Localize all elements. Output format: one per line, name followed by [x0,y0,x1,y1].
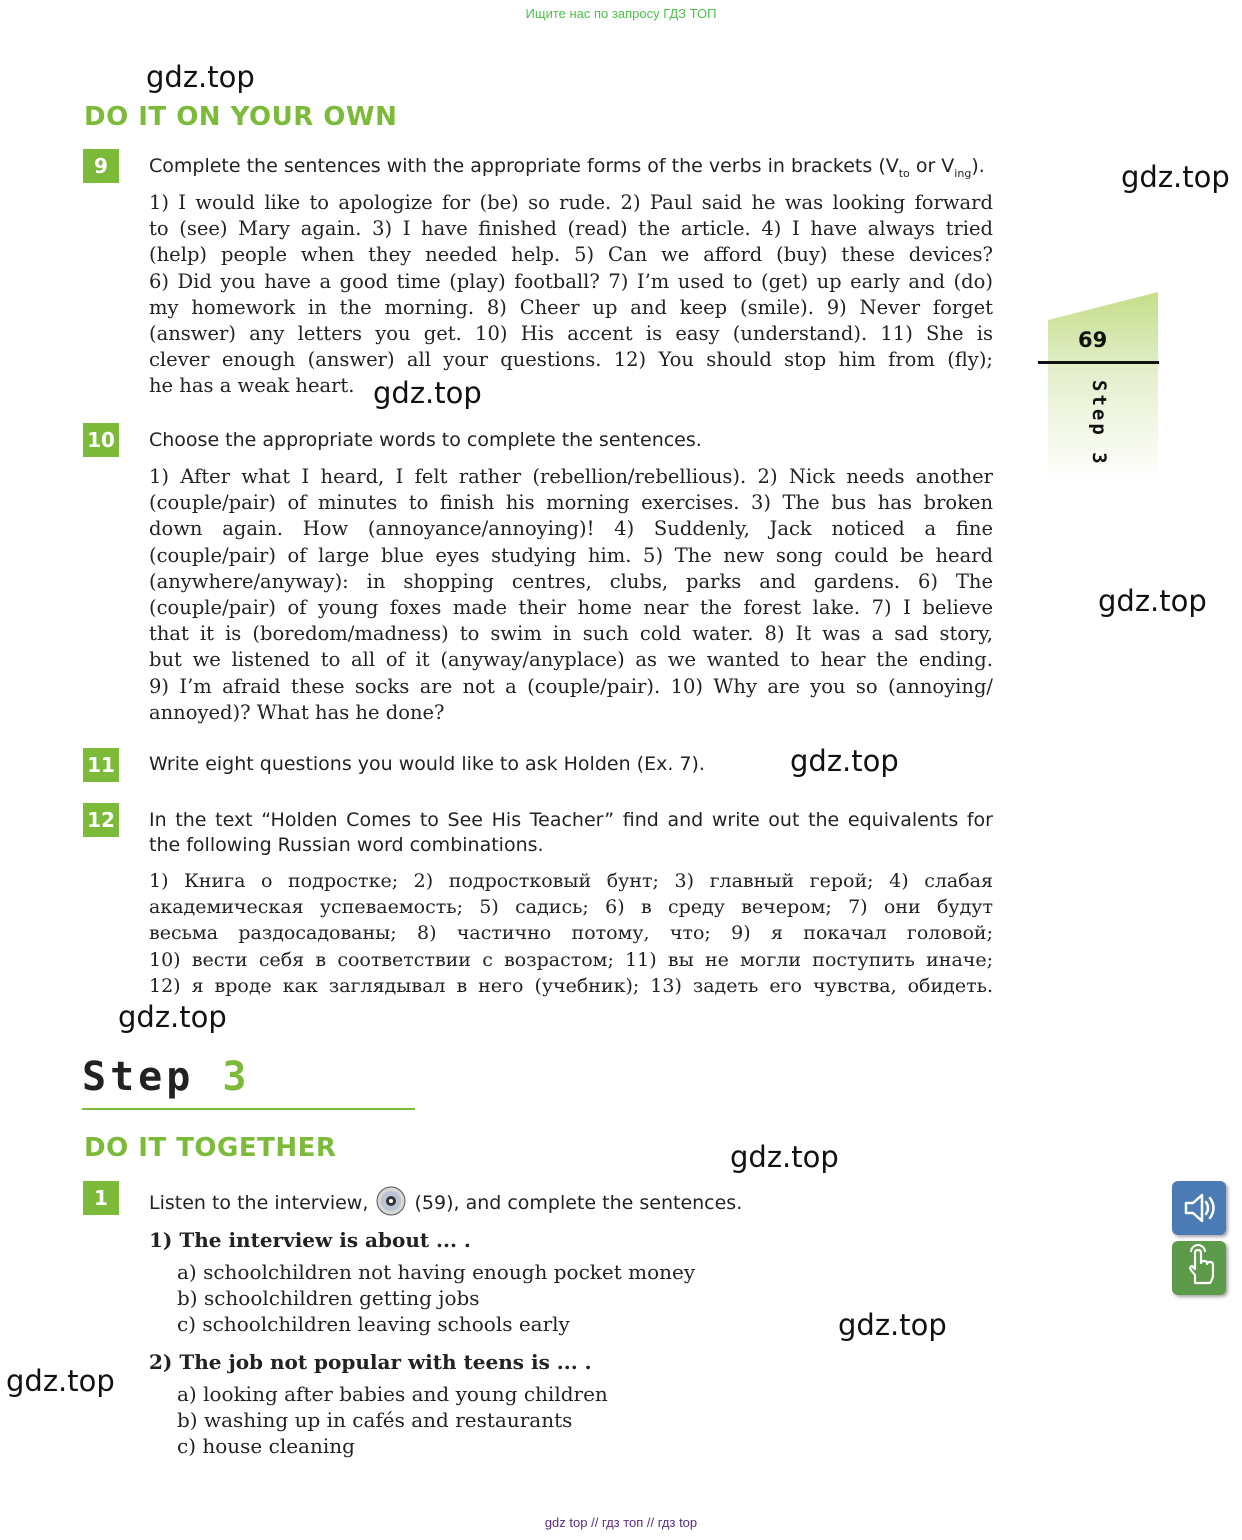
page-number: 69 [1078,328,1108,352]
footer-links: gdz top // гдз топ // гдз top [544,1515,698,1530]
answer-option: a) looking after babies and young children [177,1382,608,1406]
exercise-number: 11 [83,748,119,782]
answer-option: b) schoolchildren getting jobs [177,1286,480,1310]
section-title-own: DO IT ON YOUR OWN [84,102,398,132]
watermark: gdz.top [790,744,899,778]
step-underline [82,1108,415,1110]
exercise-text: 1) Книга о подростке; 2) подростковый бунт; 3) главный герой; 4) слабая академическая успеваемость; 5) садись; 6) в среду вечером; 7) они будут весьма раздосадованы; 8) частично потому, что; 9) я покачал головой; 10) вести себя в соответствии с возрастом; 11) вы не могли поступить иначе; 12) я вроде как заглядывал в него (учебник); 13) задеть его чувства, обидеть. [149,870,993,997]
section-title-together: DO IT TOGETHER [84,1133,337,1163]
cd-icon [376,1186,406,1216]
answer-option: c) schoolchildren leaving schools early [177,1312,570,1336]
exercise-number: 12 [83,803,119,837]
step-heading: Step 3 [82,1054,251,1100]
question: 2) The job not popular with teens is ... . [149,1350,592,1374]
speaker-icon [1172,1181,1226,1235]
watermark: gdz.top [1121,160,1230,194]
exercise-instruction: Write eight questions you would like to ask Holden (Ex. 7). [149,753,705,775]
exercise-number: 10 [83,423,119,457]
watermark: gdz.top [118,1000,227,1034]
answer-option: b) washing up in cafés and restaurants [177,1408,573,1432]
watermark: gdz.top [730,1140,839,1174]
watermark: gdz.top [6,1364,115,1398]
exercise-number: 1 [83,1181,119,1215]
watermark: gdz.top [373,376,482,410]
answer-options [177,1381,608,1459]
touch-button[interactable] [1172,1241,1226,1295]
answer-options [177,1259,695,1337]
watermark: gdz.top [1098,584,1207,618]
audio-button[interactable] [1172,1181,1226,1235]
watermark: gdz.top [146,60,255,94]
exercise-instruction: Choose the appropriate words to complete the sentences. [149,429,702,451]
exercise-instruction: Complete the sentences with the appropriate forms of the verbs in brackets ($V_{to}$ or $V_{ing}$). [149,155,985,180]
question: 1) The interview is about ... . [149,1228,471,1252]
page-tab [1038,292,1160,482]
top-search-note: Ищите нас по запросу ГДЗ ТОП [525,6,717,21]
exercise-text: 1) After what I heard, I felt rather (rebellion/rebellious). 2) Nick needs another (couple/pair) of minutes to finish his morning exercises. 3) The bus has broken down again. How (annoyance/annoying)! 4) Suddenly, Jack noticed a fine (couple/pair) of large blue eyes studying him. 5) The new song could be heard (anywhere/anyway): in shopping centres, clubs, parks and gardens. 6) The (couple/pair) of young foxes made their home near the forest lake. 7) I believe that it is (boredom/madness) to swim in such cold water. 8) It was a sad story, but we listened to all of it (anyway/anyplace) as we wanted to hear the ending. 9) I’m afraid these socks are not a (couple/pair). 10) Why are you so (annoying/ annoyed)? What has he done? [149,465,993,724]
exercise-instruction: Listen to the interview, (59), and complete the sentences. [149,1186,742,1216]
answer-option: c) house cleaning [177,1434,355,1458]
exercise-text: 1) I would like to apologize for (be) so rude. 2) Paul said he was looking forward to (see) Mary again. 3) I have finished (read) the article. 4) I have always tried (help) people when they needed help. 5) Can we afford (buy) these devices? 6) Did you have a good time (play) football? 7) I’m used to (get) up early and (do) my homework in the morning. 8) Cheer up and keep (smile). 9) Never forget (answer) any letters you get. 10) His accent is easy (understand). 11) She is clever enough (answer) all your questions. 12) You should stop him from (fly); he has a weak heart. [149,191,993,398]
answer-option: a) schoolchildren not having enough pocket money [177,1260,696,1284]
exercise-number: 9 [83,149,119,183]
exercise-instruction: In the text “Holden Comes to See His Teacher” find and write out the equivalents for the following Russian word combinations. [149,809,993,856]
watermark: gdz.top [838,1308,947,1342]
hand-pointer-icon [1172,1241,1226,1295]
page-tab-label: Step 3 [1088,380,1110,467]
